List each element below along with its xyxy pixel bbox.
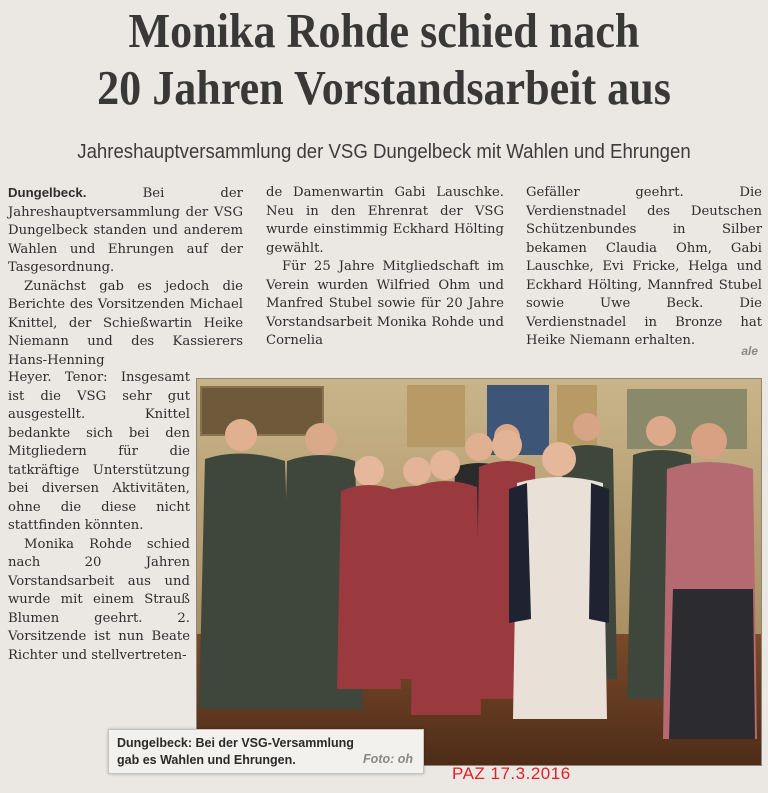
paragraph-reports: Zunächst gab es jedoch die Berichte des Vorsitzenden Michael Knittel, der Schießwartin Heike Niemann und des Kassierers Hans-Henning [8,278,243,368]
source-stamp: PAZ 17.3.2016 [452,764,571,783]
article-column-2 [266,184,504,351]
paragraph-reports-cont: Heyer. Tenor: Insgesamt ist die VSG sehr gut ausgestellt. Knittel bedankte sich bei den Mitgliedern für die tatkräftige Unterstützung bei diversen Aktivitäten, ohne die diese nicht stattfinden könnten. [8,370,190,533]
paragraph-ehrenrat: de Damenwartin Gabi Lauschke. Neu in den Ehrenrat der VSG wurde einstimmig Eckhard Hölting gewählt. [266,185,504,256]
paragraph-verdienstnadel: Gefäller geehrt. Die Verdienstnadel des Deutschen Schützenbundes in Silber bekamen Claudia Ohm, Gabi Lauschke, Evi Fricke, Helga und Eckhard Hölting, Mannfred Stubel sowie Uwe Beck. Die Verdienstnadel in Bronze hat Heike Niemann erhalten. [526,185,762,348]
headline [38,2,729,116]
paragraph-intro: Bei der Jahreshauptversammlung der VSG Dungelbeck standen und anderem Wahlen und Ehrungen auf der Tasgesordnung. [8,186,243,275]
photo-credit: Foto: oh [363,752,413,766]
paragraph-mitgliedschaft: Für 25 Jahre Mitgliedschaft im Verein wurden Wilfried Ohm und Manfred Stubel sowie für 20 Jahre Vorstandsarbeit Monika Rohde und Cornelia [266,259,504,348]
photo-caption [108,729,424,774]
article-column-1 [8,184,243,370]
author-tag: ale [741,344,758,358]
paragraph-rohde: Monika Rohde schied nach 20 Jahren Vorstandsarbeit aus und wurde mit einem Strauß Blumen geehrt. 2. Vorsitzende ist nun Beate Richter und stellvertreten- [8,536,190,663]
group-photo-illustration [197,379,761,765]
group-photo [196,378,762,766]
article-column-3 [526,184,762,351]
subheadline: Jahreshauptversammlung der VSG Dungelbeck mit Wahlen und Ehrungen [77,141,691,163]
headline-line-1: Monika Rohde schied nach [128,3,640,58]
caption-line-2: gab es Wahlen und Ehrungen. [117,753,296,767]
headline-line-2: 20 Jahren Vorstandsarbeit aus [97,60,671,115]
article-column-1-narrow [8,369,190,665]
dateline: Dungelbeck. [8,185,87,200]
caption-line-1: Dungelbeck: Bei der VSG-Versammlung [117,736,354,750]
